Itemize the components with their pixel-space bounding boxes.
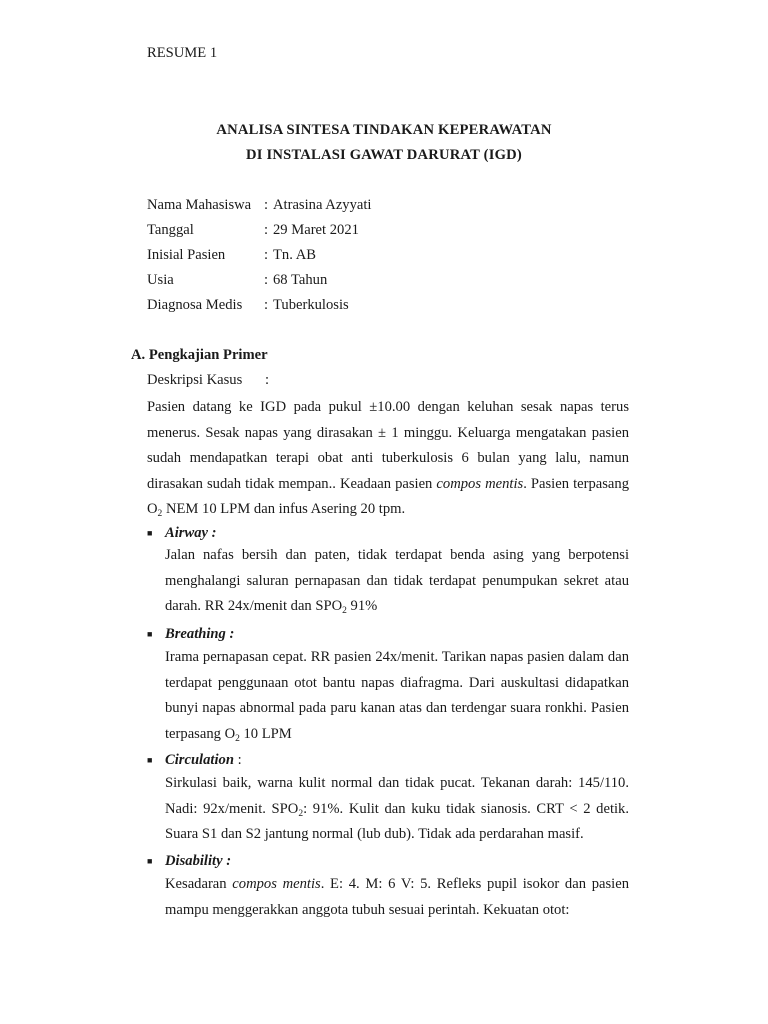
bullet-icon: ■ xyxy=(147,755,153,765)
identity-value: Atrasina Azyyati xyxy=(273,197,372,213)
document-title-line1: ANALISA SINTESA TINDAKAN KEPERAWATAN xyxy=(216,122,552,138)
airway-heading: Airway : xyxy=(165,525,217,541)
circulation-paragraph: Sirkulasi baik, warna kulit normal dan tidak pucat. Tekanan darah: 145/110. Nadi: 92x/menit. $SPO_2$: 91%. Kulit dan kuku tidak sianosis. CRT < 2 detik. Suara S1 dan S2 jantung normal (lub dub). Tidak ada perdarahan masif. xyxy=(165,775,630,842)
resume-label: RESUME 1 xyxy=(147,45,218,61)
breathing-paragraph: Irama pernapasan cepat. RR pasien 24x/menit. Tarikan napas pasien dalam dan terdapat penggunaan otot bantu napas diafragma. Dari auskultasi didapatkan bunyi napas abnormal pada paru kanan atas dan terdengar suara ronkhi. Pasien terpasang $O_2$ 10 LPM xyxy=(165,649,629,744)
bullet-icon: ■ xyxy=(147,856,153,866)
bullet-icon: ■ xyxy=(147,629,153,639)
document-title-line2: DI INSTALASI GAWAT DARURAT (IGD) xyxy=(246,147,522,163)
bullet-icon: ■ xyxy=(147,528,153,538)
circulation-heading: Circulation : xyxy=(165,752,242,768)
identity-separator: : xyxy=(264,247,269,263)
kasus-separator: : xyxy=(265,372,270,388)
identity-label: Tanggal xyxy=(147,222,194,238)
identity-separator: : xyxy=(264,297,269,313)
identity-value: 29 Maret 2021 xyxy=(273,222,359,238)
identity-separator: : xyxy=(264,272,269,288)
identity-separator: : xyxy=(264,222,269,238)
section-title-pengkajian-primer: A. Pengkajian Primer xyxy=(131,347,268,363)
airway-paragraph: Jalan nafas bersih dan paten, tidak terdapat benda asing yang berpotensi menghalangi saluran pernapasan dan tidak terdapat penumpukan sekret atau darah. RR 24x/menit dan $SPO_2$ 91% xyxy=(165,547,629,616)
identity-value: 68 Tahun xyxy=(273,272,328,288)
breathing-heading: Breathing : xyxy=(165,626,235,642)
identity-row-inisial xyxy=(147,246,467,264)
identity-label: Inisial Pasien xyxy=(147,247,226,263)
identity-separator: : xyxy=(264,197,269,213)
kasus-paragraph: Pasien datang ke IGD pada pukul ±10.00 dengan keluhan sesak napas terus menerus. Sesak napas yang dirasakan ± 1 minggu. Keluarga mengatakan pasien sudah mendapatkan terapi obat anti tuberkulosis 6 bulan yang lalu, namun dirasakan sudah tidak mempan.. Keadaan pasien compos mentis. Pasien terpasang $O_2$ NEM 10 LPM dan infus Asering 20 tpm. xyxy=(147,399,629,519)
kasus-label: Deskripsi Kasus xyxy=(147,372,243,388)
identity-row-nama xyxy=(147,196,467,214)
identity-label: Usia xyxy=(147,272,174,288)
identity-row-usia xyxy=(147,271,467,289)
identity-value: Tuberkulosis xyxy=(273,297,349,313)
identity-value: Tn. AB xyxy=(273,247,316,263)
disability-heading: Disability : xyxy=(165,853,232,869)
identity-label: Diagnosa Medis xyxy=(147,297,243,313)
identity-row-tanggal xyxy=(147,221,467,239)
identity-row-diagnosa xyxy=(147,296,467,314)
identity-label: Nama Mahasiswa xyxy=(147,197,252,213)
disability-paragraph: Kesadaran compos mentis. E: 4. M: 6 V: 5. Refleks pupil isokor dan pasien mampu menggerakkan anggota tubuh sesuai perintah. Kekuatan otot: xyxy=(165,876,629,918)
